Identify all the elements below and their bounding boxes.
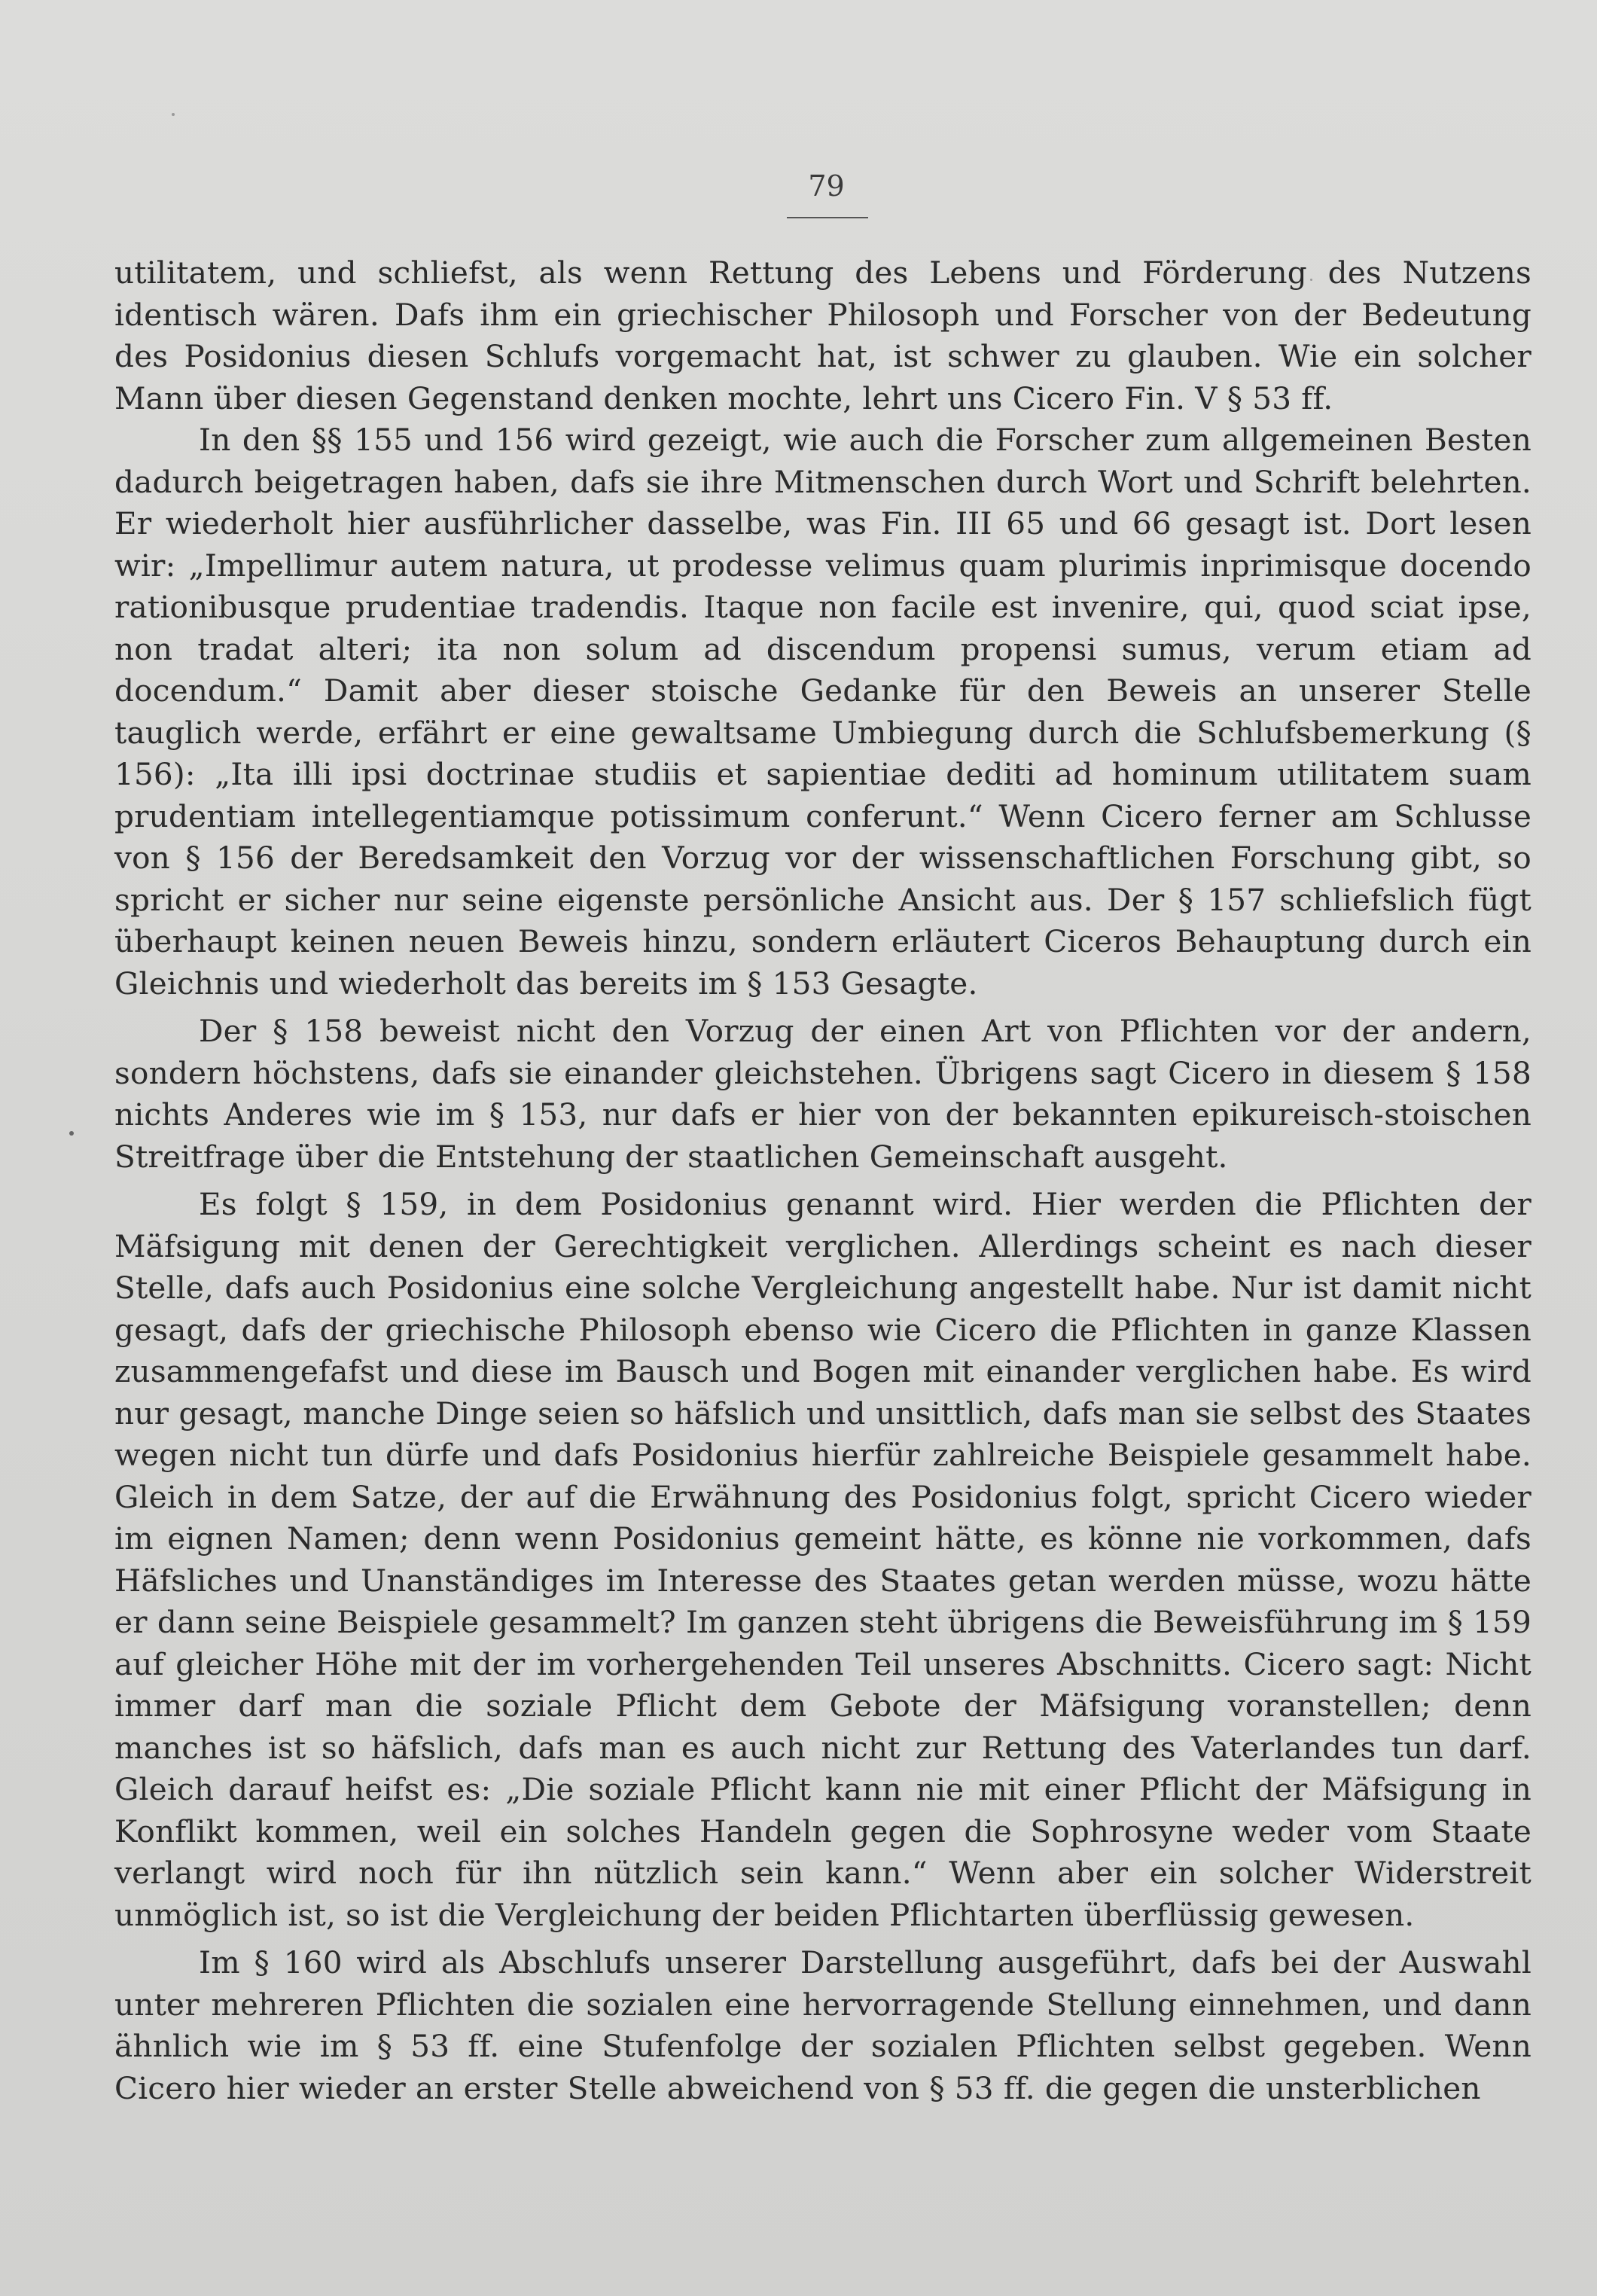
paragraph: In den §§ 155 und 156 wird gezeigt, wie auch die Forscher zum allgemeinen Besten dadurch beigetragen haben, dafs sie ihre Mitmenschen durch Wort und Schrift belehrten. Er wiederholt hier ausführlicher dasselbe, was Fin. III 65 und 66 gesagt ist. Dort lesen wir: „Impellimur autem natura, ut prodesse velimus quam plurimis inprimisque docendo rationibusque prudentiae tradendis. Itaque non facile est invenire, qui, quod sciat ipse, non tradat alteri; ita non solum ad discendum propensi sumus, verum etiam ad docendum.“ Damit aber dieser stoische Gedanke für den Beweis an unserer Stelle tauglich werde, erfährt er eine gewaltsame Umbiegung durch die Schlufsbemerkung (§ 156): „Ita illi ipsi doctrinae studiis et sapientiae dediti ad hominum utilitatem suam prudentiam intellegentiamque potissimum conferunt.“ Wenn Cicero ferner am Schlusse von § 156 der Beredsamkeit den Vorzug vor der wissenschaftlichen Forschung gibt, so spricht er sicher nur seine eigenste persönliche Ansicht aus. Der § 157 schliefslich fügt überhaupt keinen neuen Beweis hinzu, sondern erläutert Ciceros Behauptung durch ein Gleichnis und wiederholt das bereits im § 153 Gesagte. xyxy=(114,422,1531,1002)
paragraph: utilitatem, und schliefst, als wenn Rettung des Lebens und Förderung des Nutzens identisch wären. Dafs ihm ein griechischer Philosoph und Forscher von der Bedeutung des Posidonius diesen Schlufs vorgemacht hat, ist schwer zu glauben. Wie ein solcher Mann über diesen Gegenstand denken mochte, lehrt uns Cicero Fin. V § 53 ff. xyxy=(114,255,1531,416)
page-number-rule xyxy=(787,217,868,218)
paragraph: Es folgt § 159, in dem Posidonius genannt wird. Hier werden die Pflichten der Mäfsigung mit denen der Gerechtigkeit verglichen. Allerdings scheint es nach dieser Stelle, dafs auch Posidonius eine solche Vergleichung angestellt habe. Nur ist damit nicht gesagt, dafs der griechische Philosoph ebenso wie Cicero die Pflichten in ganze Klassen zusammengefafst und diese im Bausch und Bogen mit einander verglichen habe. Es wird nur gesagt, manche Dinge seien so häfslich und unsittlich, dafs man sie selbst des Staates wegen nicht tun dürfe und dafs Posidonius hierfür zahlreiche Beispiele gesammelt habe. Gleich in dem Satze, der auf die Erwähnung des Posidonius folgt, spricht Cicero wieder im eignen Namen; denn wenn Posidonius gemeint hätte, es könne nie vorkommen, dafs Häfsliches und Unanständiges im Interesse des Staates getan werden müsse, wozu hätte er dann seine Beispiele gesammelt? Im ganzen steht übrigens die Beweisführung im § 159 auf gleicher Höhe mit der im vorhergehenden Teil unseres Abschnitts. Cicero sagt: Nicht immer darf man die soziale Pflicht dem Gebote der Mäfsigung voranstellen; denn manches ist so häfslich, dafs man es auch nicht zur Rettung des Vaterlandes tun darf. Gleich darauf heifst es: „Die soziale Pflicht kann nie mit einer Pflicht der Mäfsigung in Konflikt kommen, weil ein solches Handeln gegen die Sophrosyne weder vom Staate verlangt wird noch für ihn nützlich sein kann.“ Wenn aber ein solcher Widerstreit unmöglich ist, so ist die Vergleichung der beiden Pflichtarten überflüssig gewesen. xyxy=(114,1186,1531,1933)
page-number: 79 xyxy=(808,169,845,203)
paragraph: Im § 160 wird als Abschlufs unserer Darstellung ausgeführt, dafs bei der Auswahl unter mehreren Pflichten die sozialen eine hervorragende Stellung einnehmen, und dann ähnlich wie im § 53 ff. eine Stufenfolge der sozialen Pflichten selbst gegeben. Wenn Cicero hier wieder an erster Stelle abweichend von § 53 ff. die gegen die unsterblichen xyxy=(114,1944,1531,2106)
scan-speck xyxy=(69,1131,74,1136)
paragraph: Der § 158 beweist nicht den Vorzug der einen Art von Pflichten vor der andern, sondern höchstens, dafs sie einander gleichstehen. Übrigens sagt Cicero in diesem § 158 nichts Anderes wie im § 153, nur dafs er hier von der bekannten epikureisch-stoischen Streitfrage über die Entstehung der staatlichen Gemeinschaft ausgeht. xyxy=(114,1013,1531,1175)
scan-speck xyxy=(172,113,175,116)
body-text xyxy=(114,252,1531,2109)
